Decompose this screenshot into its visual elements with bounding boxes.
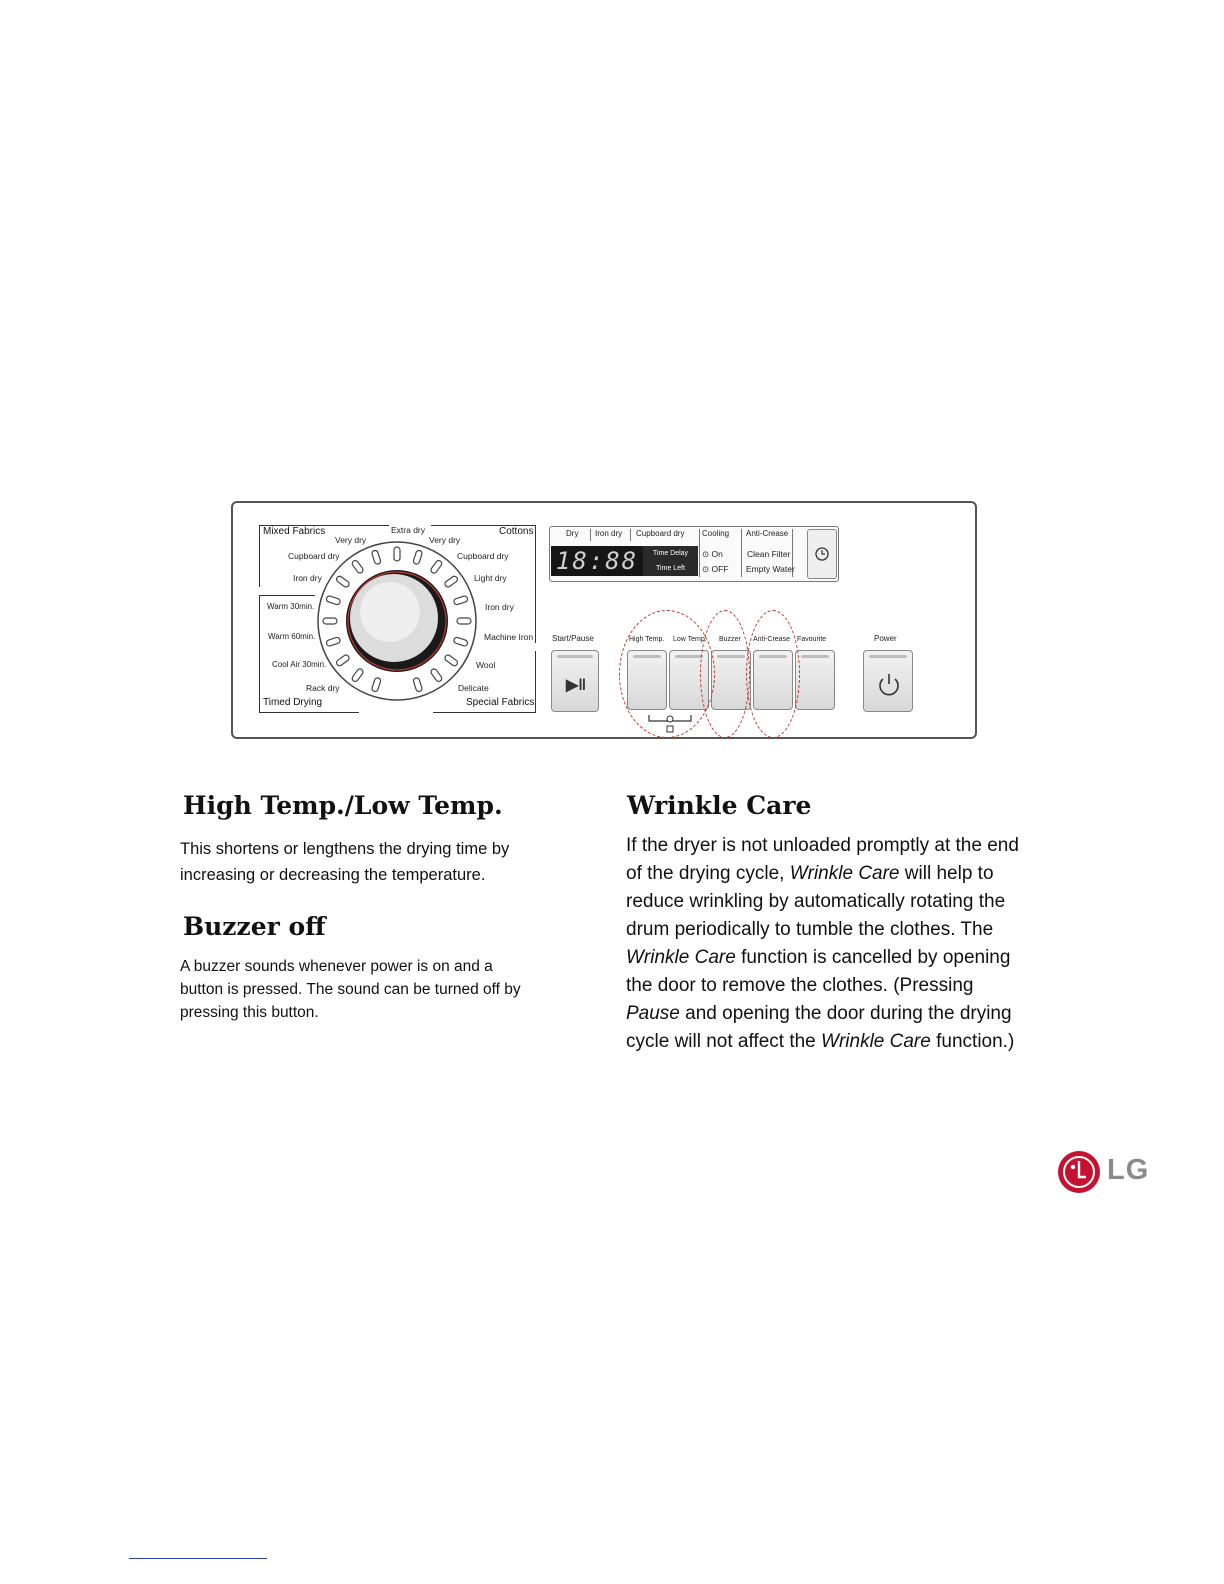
favourite-button[interactable] — [795, 650, 835, 710]
para-wrinkle-care — [626, 832, 1019, 1056]
child-lock-off-label: ⊙ OFF — [702, 564, 729, 574]
text-line: pressing this button. — [180, 1004, 319, 1021]
label-warm-30: Warm 30min. — [267, 602, 315, 611]
text-line: reduce wrinkling by automatically rotating the — [626, 891, 1006, 912]
play-pause-icon: ▶‖ — [566, 677, 587, 694]
text-line: Wrinkle Care function is cancelled by opening — [626, 947, 1011, 968]
label-iron-dry-left: Iron dry — [293, 573, 322, 583]
power-icon — [864, 651, 914, 713]
power-button[interactable] — [863, 650, 913, 712]
high-temp-label: High Temp. — [629, 636, 665, 643]
highlight-buzzer-button — [700, 610, 750, 738]
text-line: A buzzer sounds whenever power is on and a — [180, 958, 493, 975]
indicator-anti-crease: Anti-Crease — [746, 529, 789, 538]
program-dial[interactable] — [316, 540, 478, 702]
indicator-cooling: Cooling — [702, 529, 730, 538]
clean-filter-label: Clean Filter — [747, 549, 791, 559]
dial-tick — [457, 618, 471, 624]
separator — [741, 529, 742, 577]
display-panel — [549, 526, 839, 582]
text-line: Pause and opening the door during the drying — [626, 1003, 1012, 1024]
text-line: of the drying cycle, Wrinkle Care will help to — [626, 863, 994, 884]
label-extra-dry: Extra dry — [391, 525, 426, 535]
bracket-cottons — [535, 525, 536, 643]
text-line: If the dryer is not unloaded promptly at the end — [626, 835, 1019, 856]
text-line: cycle will not affect the Wrinkle Care function.) — [626, 1031, 1015, 1052]
bracket-top-right — [431, 525, 535, 526]
empty-water-label: Empty Water — [746, 564, 795, 574]
text-line: button is pressed. The sound can be turned off by — [180, 981, 521, 998]
separator — [590, 529, 591, 541]
time-delay-label: Time Delay — [652, 550, 689, 557]
anti-crease-label: Anti-Crease — [753, 636, 790, 643]
bracket-timed-bottom — [259, 712, 359, 713]
label-delicate: Delicate — [458, 683, 489, 693]
link-icon: ⊙ — [702, 564, 710, 574]
child-lock-on-label: ⊙ On — [702, 549, 723, 559]
heading-buzzer-off: Buzzer off — [183, 912, 326, 941]
lcd-digits: 18:88 — [551, 546, 643, 576]
bracket-timed-top — [259, 595, 315, 596]
label-very-dry-right: Very dry — [429, 535, 461, 545]
heading-wrinkle-care: Wrinkle Care — [627, 791, 812, 820]
label-cool-air: Cool Air 30min. — [272, 660, 327, 669]
label-very-dry-left: Very dry — [335, 535, 367, 545]
label-cupboard-dry-left: Cupboard dry — [288, 551, 340, 561]
text-line: increasing or decreasing the temperature. — [180, 866, 486, 884]
text-line: This shortens or lengthens the drying time by — [180, 840, 510, 858]
group-mixed-fabrics: Mixed Fabrics — [263, 526, 326, 537]
footer-link-underline — [129, 1558, 267, 1559]
clock-icon — [808, 530, 836, 578]
lg-logo — [1057, 1150, 1149, 1194]
label-warm-60: Warm 60min. — [268, 632, 316, 641]
bracket-mixed — [259, 525, 260, 587]
indicator-cupboard-dry: Cupboard dry — [636, 529, 685, 538]
text-line: drum periodically to tumble the clothes. The — [626, 919, 994, 940]
group-timed-drying: Timed Drying — [263, 697, 323, 708]
dial-tick — [323, 618, 337, 624]
low-temp-label: Low Temp. — [673, 636, 707, 643]
control-panel-diagram — [231, 501, 977, 739]
separator — [699, 529, 700, 577]
group-special-fabrics: Special Fabrics — [466, 697, 535, 708]
time-left-label: Time Left — [656, 565, 685, 572]
para-high-low-temp — [180, 836, 509, 888]
link-icon: ⊙ — [702, 549, 710, 559]
bracket-timed — [259, 595, 260, 713]
buzzer-label: Buzzer — [719, 636, 741, 643]
label-machine-iron: Machine Iron — [484, 632, 534, 642]
text-line: the door to remove the clothes. (Pressing — [626, 975, 974, 996]
separator — [630, 529, 631, 541]
bracket-special — [535, 651, 536, 713]
para-buzzer-off — [180, 955, 521, 1024]
label-wool: Wool — [476, 660, 496, 670]
dial-tick — [394, 547, 400, 561]
label-light-dry: Light dry — [474, 573, 507, 583]
lg-wordmark: LG — [1107, 1154, 1150, 1186]
indicator-dry: Dry — [566, 529, 579, 538]
start-pause-button[interactable] — [551, 650, 599, 712]
group-cottons: Cottons — [499, 526, 534, 537]
bracket-special-bottom — [433, 712, 535, 713]
bracket-top-left — [259, 525, 389, 526]
timer-button[interactable] — [807, 529, 837, 579]
start-pause-label: Start/Pause — [552, 634, 594, 643]
highlight-anti-crease-button — [746, 610, 800, 738]
lcd-labels — [643, 546, 698, 576]
indicator-iron-dry: Iron dry — [595, 529, 623, 538]
heading-high-low-temp: High Temp./Low Temp. — [183, 791, 503, 820]
power-label: Power — [874, 634, 897, 643]
label-cupboard-dry-right: Cupboard dry — [457, 551, 509, 561]
label-rack-dry: Rack dry — [306, 683, 340, 693]
favourite-label: Favourite — [797, 636, 827, 643]
label-iron-dry-right: Iron dry — [485, 602, 514, 612]
